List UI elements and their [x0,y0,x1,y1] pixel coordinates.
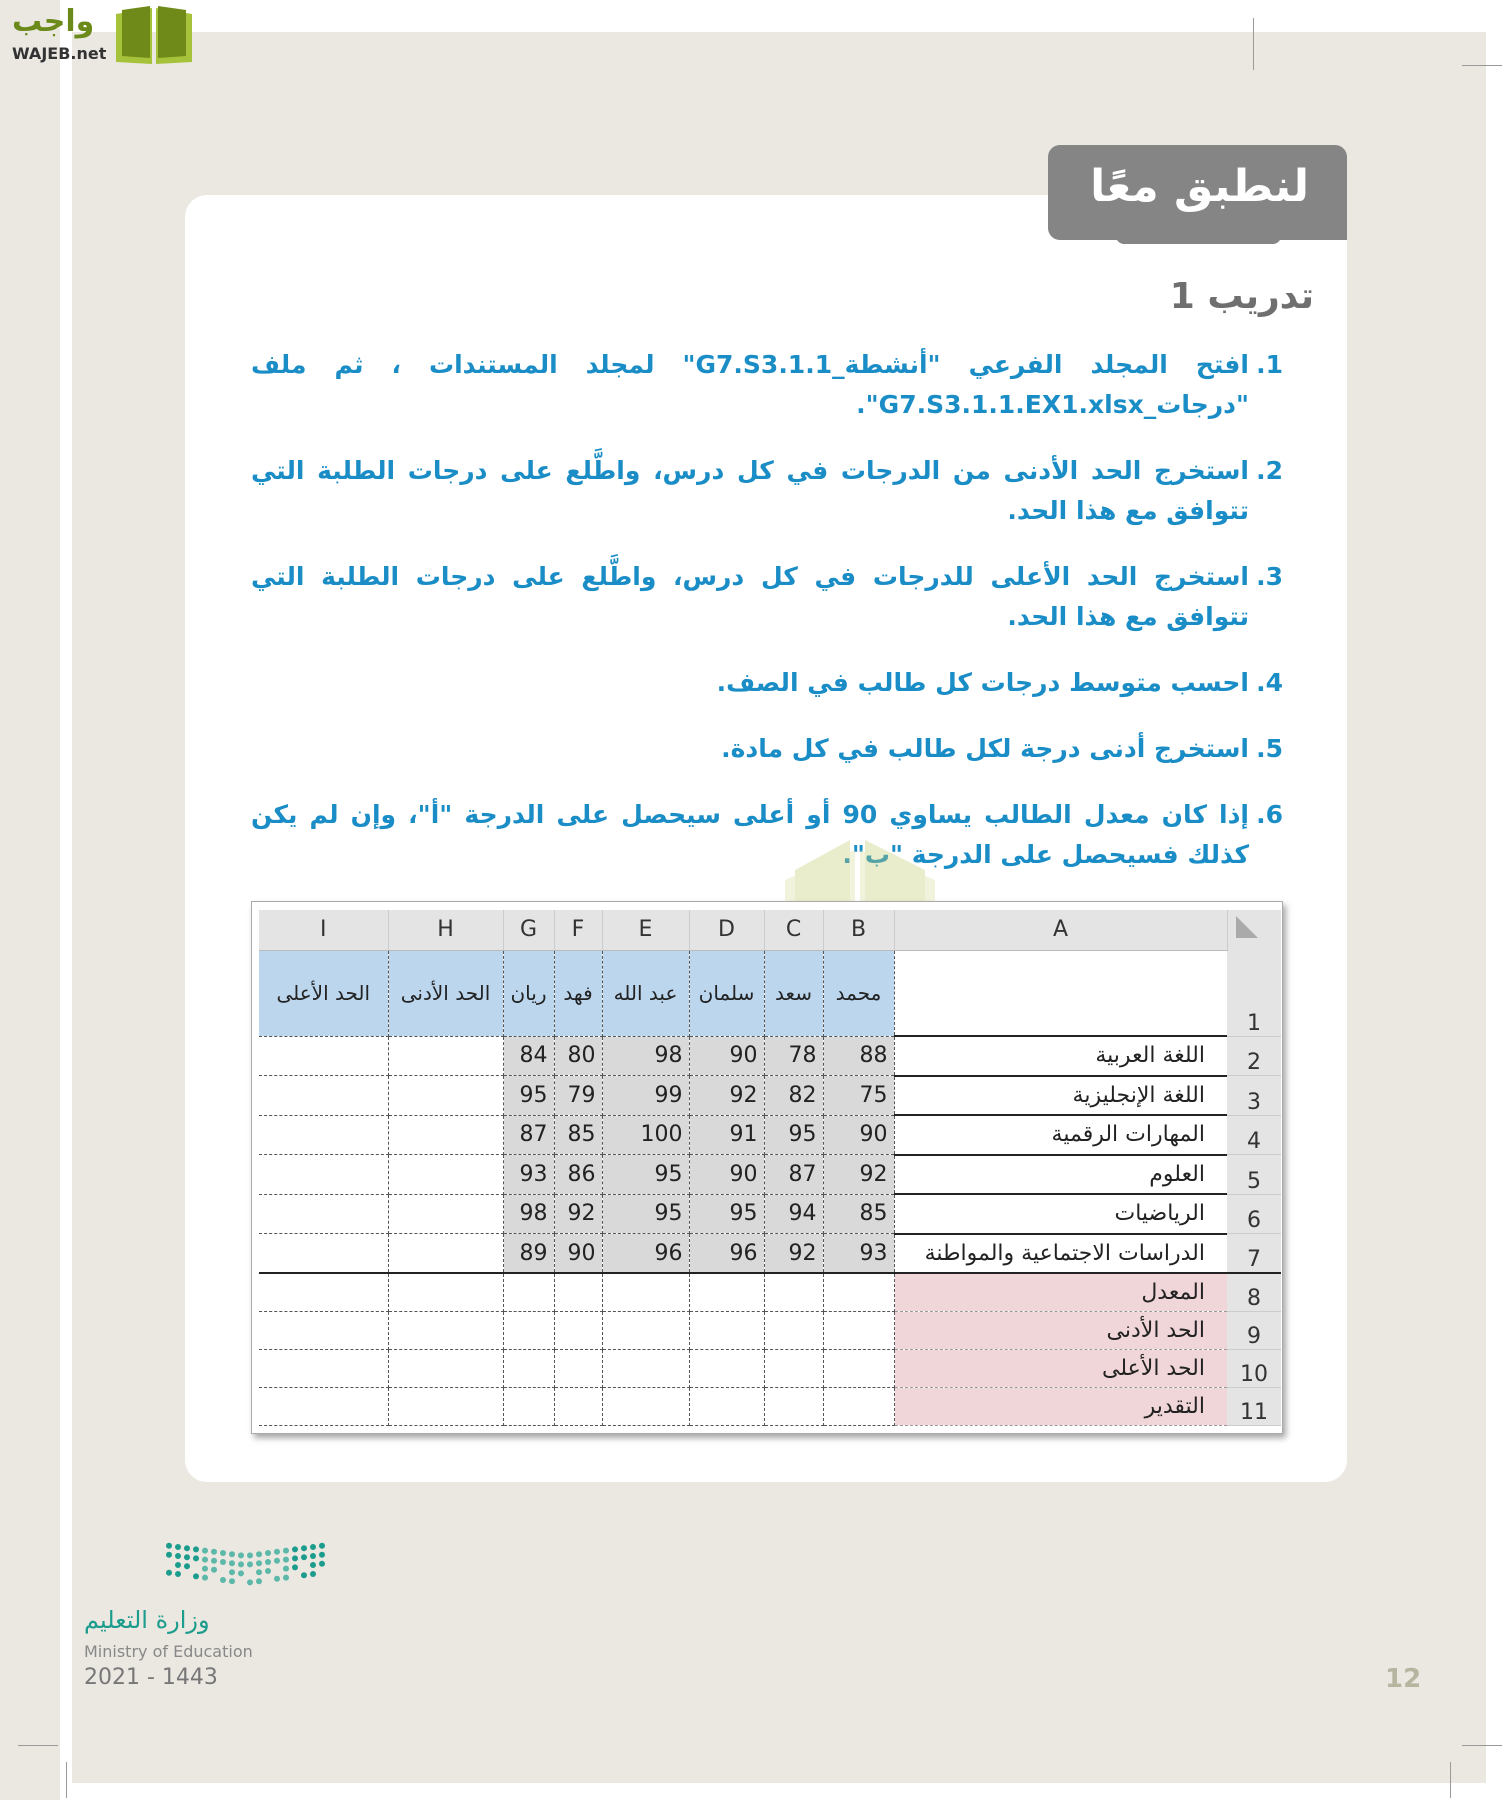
logo-dot [292,1564,298,1570]
instruction-text: استخرج الحد الأدنى من الدرجات في كل درس، واطَّلع على درجات الطلبة التي تتوافق مع هذا الحد. [251,456,1249,525]
cell-a1[interactable] [894,950,1227,1036]
instruction-item [251,729,1281,769]
select-all-triangle-icon [1234,914,1260,940]
instruction-list [251,345,1281,901]
empty-cell[interactable] [689,1387,764,1425]
empty-cell[interactable] [503,1349,554,1387]
logo-dot [310,1544,316,1550]
column-header-a[interactable]: A [894,910,1227,950]
empty-cell[interactable] [602,1273,689,1311]
score-cell[interactable]: 89 [503,1234,554,1274]
score-cell[interactable]: 95 [764,1115,823,1155]
score-cell[interactable]: 85 [823,1194,894,1234]
column-header-c[interactable]: C [764,910,823,950]
logo-dot [292,1555,298,1561]
empty-cell[interactable] [823,1349,894,1387]
logo-dot [256,1551,262,1557]
spreadsheet-grid [259,910,1281,1426]
logo-dot [274,1558,280,1564]
empty-cell[interactable] [689,1273,764,1311]
page-left-margin [0,0,60,1800]
instruction-text: احسب متوسط درجات كل طالب في الصف. [716,668,1249,697]
cell-max[interactable] [259,1115,388,1155]
row-header[interactable]: 1 [1227,950,1281,1036]
sheet-row [259,1311,1281,1349]
column-header-h[interactable]: H [388,910,503,950]
sheet-row [259,1234,1281,1274]
score-cell[interactable]: 91 [689,1115,764,1155]
sheet-row [259,1076,1281,1116]
logo-dot [175,1562,181,1568]
cell-min[interactable] [388,1155,503,1195]
score-cell[interactable]: 96 [689,1234,764,1274]
logo-dot [283,1548,289,1554]
score-cell[interactable]: 95 [602,1194,689,1234]
instruction-text: استخرج الحد الأعلى للدرجات في كل درس، واطَّلع على درجات الطلبة التي تتوافق مع هذا الحد. [251,562,1249,631]
cell-min[interactable] [388,1115,503,1155]
instruction-item [251,451,1281,531]
logo-dot [202,1575,208,1581]
logo-dot [301,1545,307,1551]
logo-dot [202,1548,208,1554]
wajeb-logo [8,4,193,66]
score-cell[interactable]: 86 [554,1155,602,1195]
empty-cell[interactable] [689,1311,764,1349]
sheet-row [259,1387,1281,1425]
cell-min[interactable] [388,1076,503,1116]
empty-cell[interactable] [764,1273,823,1311]
instruction-number: 3. [1256,562,1283,591]
score-cell[interactable]: 93 [823,1234,894,1274]
score-cell[interactable]: 85 [554,1115,602,1155]
cell-min[interactable] [388,1036,503,1076]
empty-cell[interactable] [259,1387,388,1425]
crop-mark [66,1762,67,1798]
student-name-cell[interactable]: ريان [503,950,554,1036]
subject-cell[interactable]: العلوم [894,1155,1227,1195]
cell-max[interactable] [259,1155,388,1195]
logo-text-ar: واجب [12,4,95,39]
logo-dot [175,1571,181,1577]
logo-dot [274,1576,280,1582]
score-cell[interactable]: 87 [503,1115,554,1155]
instruction-number: 2. [1256,456,1283,485]
score-cell[interactable]: 94 [764,1194,823,1234]
score-cell[interactable]: 99 [602,1076,689,1116]
ministry-name-en: Ministry of Education [84,1642,253,1661]
logo-dot [319,1561,325,1567]
logo-dot [220,1577,226,1583]
instruction-number: 4. [1256,668,1283,697]
logo-dot [229,1551,235,1557]
logo-dot [166,1543,172,1549]
sheet-row [259,1194,1281,1234]
empty-cell[interactable] [388,1387,503,1425]
row-header[interactable]: 2 [1227,1036,1281,1076]
empty-cell[interactable] [503,1387,554,1425]
student-name-cell[interactable]: الحد الأدنى [388,950,503,1036]
score-cell[interactable]: 95 [689,1194,764,1234]
sheet-row [259,1115,1281,1155]
column-header-g[interactable]: G [503,910,554,950]
ministry-name-ar: وزارة التعليم [84,1606,210,1634]
logo-dot [220,1550,226,1556]
logo-dot [247,1561,253,1567]
score-cell[interactable]: 75 [823,1076,894,1116]
score-cell[interactable]: 100 [602,1115,689,1155]
logo-dot [229,1578,235,1584]
score-cell[interactable]: 90 [689,1155,764,1195]
student-name-cell[interactable]: سلمان [689,950,764,1036]
subject-cell[interactable]: المهارات الرقمية [894,1115,1227,1155]
score-cell[interactable]: 84 [503,1036,554,1076]
instruction-text: استخرج أدنى درجة لكل طالب في كل مادة. [721,734,1249,763]
empty-cell[interactable] [554,1387,602,1425]
student-name-cell[interactable]: عبد الله [602,950,689,1036]
score-cell[interactable]: 98 [602,1036,689,1076]
logo-dot [229,1560,235,1566]
logo-dot [184,1563,190,1569]
empty-cell[interactable] [764,1311,823,1349]
section-header [1048,145,1347,240]
cell-min[interactable] [388,1234,503,1274]
logo-dot [220,1559,226,1565]
select-all-corner[interactable] [1227,910,1281,950]
empty-cell[interactable] [602,1311,689,1349]
crop-mark [1462,1745,1502,1746]
student-name-cell[interactable]: محمد [823,950,894,1036]
cell-max[interactable] [259,1194,388,1234]
empty-cell[interactable] [764,1387,823,1425]
logo-dot [238,1561,244,1567]
logo-dot [211,1558,217,1564]
logo-dot [193,1573,199,1579]
score-cell[interactable]: 88 [823,1036,894,1076]
page-number: 12 [1385,1664,1422,1694]
logo-dot [283,1575,289,1581]
crop-mark [1462,65,1502,66]
logo-dot [193,1555,199,1561]
logo-dot [283,1566,289,1572]
logo-dot [283,1557,289,1563]
instruction-text: إذا كان معدل الطالب يساوي 90 أو أعلى سيحصل على الدرجة "أ"، وإن لم يكن كذلك فسيحصل على الدرجة "ب". [251,800,1249,869]
stat-label-cell[interactable]: المعدل [894,1273,1227,1311]
instruction-number: 5. [1256,734,1283,763]
empty-cell[interactable] [602,1387,689,1425]
subject-cell[interactable]: الدراسات الاجتماعية والمواطنة [894,1234,1227,1274]
row-header[interactable]: 11 [1227,1387,1281,1425]
section-header-tab [1116,230,1281,244]
instruction-item [251,345,1281,425]
logo-dot [256,1560,262,1566]
row-header[interactable]: 5 [1227,1155,1281,1195]
column-header-b[interactable]: B [823,910,894,950]
logo-dot [211,1549,217,1555]
logo-dot [319,1543,325,1549]
score-cell[interactable]: 98 [503,1194,554,1234]
score-cell[interactable]: 82 [764,1076,823,1116]
score-cell[interactable]: 90 [554,1234,602,1274]
column-header-i[interactable]: I [259,910,388,950]
score-cell[interactable]: 92 [689,1076,764,1116]
score-cell[interactable]: 96 [602,1234,689,1274]
empty-cell[interactable] [823,1273,894,1311]
ministry-logo [165,1538,330,1593]
logo-dot [247,1552,253,1558]
row-header[interactable]: 3 [1227,1076,1281,1116]
student-name-cell[interactable]: الحد الأعلى [259,950,388,1036]
score-cell[interactable]: 79 [554,1076,602,1116]
stat-label-cell[interactable]: الحد الأدنى [894,1311,1227,1349]
empty-cell[interactable] [554,1273,602,1311]
logo-dot [265,1559,271,1565]
column-header-f[interactable]: F [554,910,602,950]
stat-label-cell[interactable]: التقدير [894,1387,1227,1425]
empty-cell[interactable] [764,1349,823,1387]
logo-dot [202,1557,208,1563]
sheet-row [259,1036,1281,1076]
instruction-item [251,557,1281,637]
score-cell[interactable]: 95 [503,1076,554,1116]
logo-dot [175,1553,181,1559]
score-cell[interactable]: 78 [764,1036,823,1076]
sheet-row [259,1155,1281,1195]
instruction-item [251,663,1281,703]
logo-dot [211,1567,217,1573]
score-cell[interactable]: 90 [823,1115,894,1155]
subject-cell[interactable]: اللغة العربية [894,1036,1227,1076]
row-header[interactable]: 4 [1227,1115,1281,1155]
logo-dot [247,1579,253,1585]
empty-cell[interactable] [388,1273,503,1311]
instruction-item [251,795,1281,875]
subject-cell[interactable]: اللغة الإنجليزية [894,1076,1227,1116]
score-cell[interactable]: 92 [823,1155,894,1195]
student-name-cell[interactable]: فهد [554,950,602,1036]
sheet-row [259,1349,1281,1387]
row-header[interactable]: 9 [1227,1311,1281,1349]
empty-cell[interactable] [388,1311,503,1349]
academic-year: 2021 - 1443 [84,1665,218,1690]
logo-dot [238,1552,244,1558]
logo-dot [301,1554,307,1560]
logo-dot [175,1544,181,1550]
cell-min[interactable] [388,1194,503,1234]
logo-dot [256,1578,262,1584]
logo-dot [310,1553,316,1559]
empty-cell[interactable] [503,1273,554,1311]
book-icon [114,6,194,66]
score-cell[interactable]: 90 [689,1036,764,1076]
instruction-number: 1. [1256,350,1283,379]
logo-dot [184,1554,190,1560]
logo-dot [193,1546,199,1552]
instruction-text: افتح المجلد الفرعي "أنشطة_G7.S3.1.1" لمجلد المستندات ، ثم ملف "درجات_G7.S3.1.1.EX1.xlsx". [251,350,1249,419]
row-header[interactable]: 10 [1227,1349,1281,1387]
sheet-row [259,950,1281,1036]
logo-dot [256,1569,262,1575]
student-name-cell[interactable]: سعد [764,950,823,1036]
empty-cell[interactable] [503,1311,554,1349]
section-title: لنطبق معًا [1090,161,1309,212]
spreadsheet-image [251,901,1283,1434]
logo-dot [184,1545,190,1551]
empty-cell[interactable] [259,1311,388,1349]
crop-mark [1253,18,1254,70]
instruction-number: 6. [1256,800,1283,829]
logo-dot [274,1549,280,1555]
row-header[interactable]: 7 [1227,1234,1281,1274]
cell-max[interactable] [259,1234,388,1274]
empty-cell[interactable] [823,1387,894,1425]
score-cell[interactable]: 92 [764,1234,823,1274]
score-cell[interactable]: 95 [602,1155,689,1195]
crop-mark [18,1745,58,1746]
empty-cell[interactable] [554,1349,602,1387]
cell-max[interactable] [259,1036,388,1076]
score-cell[interactable]: 92 [554,1194,602,1234]
cell-max[interactable] [259,1076,388,1116]
empty-cell[interactable] [689,1349,764,1387]
logo-dot [265,1568,271,1574]
score-cell[interactable]: 87 [764,1155,823,1195]
logo-dot [310,1571,316,1577]
logo-dot [310,1562,316,1568]
empty-cell[interactable] [823,1311,894,1349]
row-header[interactable]: 8 [1227,1273,1281,1311]
stat-label-cell[interactable]: الحد الأعلى [894,1349,1227,1387]
sheet-row [259,910,1281,950]
logo-text-en: WAJEB.net [12,44,107,63]
row-header[interactable]: 6 [1227,1194,1281,1234]
logo-dot [301,1572,307,1578]
logo-dot [166,1570,172,1576]
empty-cell[interactable] [388,1349,503,1387]
logo-dot [292,1546,298,1552]
logo-dot [319,1552,325,1558]
column-header-e[interactable]: E [602,910,689,950]
logo-dot [265,1550,271,1556]
score-cell[interactable]: 80 [554,1036,602,1076]
empty-cell[interactable] [602,1349,689,1387]
empty-cell[interactable] [259,1349,388,1387]
exercise-title: تدريب 1 [1169,276,1314,317]
crop-mark [1450,1762,1451,1798]
logo-dot [229,1569,235,1575]
empty-cell[interactable] [259,1273,388,1311]
logo-dot [238,1570,244,1576]
empty-cell[interactable] [554,1311,602,1349]
score-cell[interactable]: 93 [503,1155,554,1195]
column-header-d[interactable]: D [689,910,764,950]
logo-dot [202,1566,208,1572]
sheet-row [259,1273,1281,1311]
subject-cell[interactable]: الرياضيات [894,1194,1227,1234]
logo-dot [166,1552,172,1558]
